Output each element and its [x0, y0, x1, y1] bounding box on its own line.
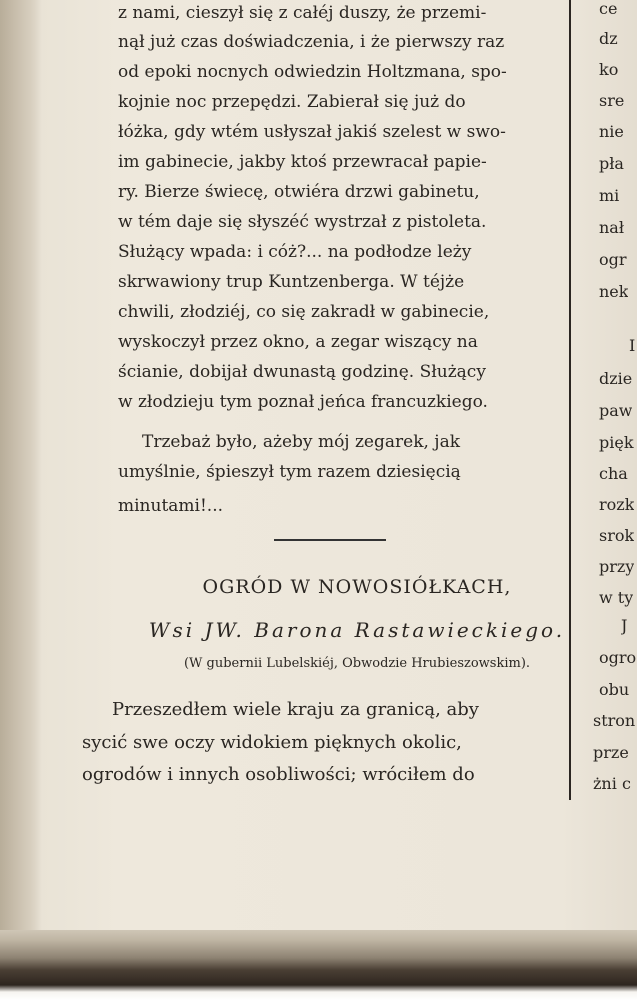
text-fragment: w ty — [599, 588, 634, 607]
text-fragment: żni c — [593, 774, 631, 793]
text-line: chwili, złodziéj, co się zakradł w gabinecie, — [118, 302, 490, 322]
text-fragment: nie — [599, 122, 624, 141]
text-fragment: sre — [599, 91, 625, 110]
text-line: umyślnie, śpieszył tym razem dziesięcią — [118, 462, 461, 482]
book-cover-edge — [0, 930, 637, 1000]
text-fragment: obu — [599, 680, 630, 699]
text-line: minutami!... — [118, 496, 224, 516]
text-line: sycić swe oczy widokiem pięknych okolic, — [82, 732, 462, 753]
text-fragment: J — [621, 616, 628, 635]
text-fragment: mi — [599, 186, 620, 205]
text-line: skrwawiony trup Kuntzenberga. W téjże — [118, 272, 465, 292]
text-fragment: nek — [599, 282, 629, 301]
text-fragment: ogr — [599, 250, 627, 269]
text-line: w złodzieju tym poznał jeńca francuzkiego. — [118, 392, 488, 412]
text-line: nął już czas doświadczenia, i że pierwszy raz — [118, 32, 505, 52]
book-spine-shadow — [0, 0, 42, 930]
text-line: od epoki nocnych odwiedzin Holtzmana, spo- — [118, 62, 507, 82]
text-fragment: srok — [599, 526, 635, 545]
text-fragment: cha — [599, 464, 628, 483]
text-fragment: paw — [599, 401, 633, 420]
section-divider — [274, 539, 386, 541]
right-text-column-cropped — [579, 0, 637, 800]
text-line: ry. Bierze świecę, otwiéra drzwi gabinetu, — [118, 182, 480, 202]
text-line: kojnie noc przepędzi. Zabierał się już do — [118, 92, 466, 112]
text-fragment: ce — [599, 0, 618, 18]
text-line: Przeszedłem wiele kraju za granicą, aby — [112, 699, 479, 720]
section-subtitle: Wsi JW. Barona Rastawieckiego. — [148, 618, 566, 642]
text-line: im gabinecie, jakby ktoś przewracał papie- — [118, 152, 487, 172]
text-fragment: nał — [599, 218, 625, 237]
text-line: Trzebaż było, ażeby mój zegarek, jak — [142, 432, 461, 452]
text-line: ścianie, dobijał dwunastą godzinę. Służący — [118, 362, 486, 382]
text-fragment: dzie — [599, 369, 633, 388]
text-line: łóżka, gdy wtém usłyszał jakiś szelest w swo- — [118, 122, 506, 142]
text-fragment: dz — [599, 29, 618, 48]
text-fragment: prze — [593, 743, 629, 762]
section-heading: OGRÓD W NOWOSIÓŁKACH, — [202, 576, 512, 598]
text-fragment: przy — [599, 557, 635, 576]
text-fragment: I — [629, 336, 636, 355]
text-line: ogrodów i innych osobliwości; wróciłem do — [82, 764, 475, 785]
text-fragment: stron — [593, 711, 636, 730]
text-fragment: ko — [599, 60, 619, 79]
text-line: Służący wpada: i cóż?... na podłodze leży — [118, 242, 472, 262]
section-note: (W gubernii Lubelskiéj, Obwodzie Hrubieszowskim). — [183, 656, 531, 671]
text-fragment: ogro — [599, 648, 637, 667]
text-line: w tém daje się słyszéć wystrzał z pistoleta. — [118, 212, 487, 232]
text-line: z nami, cieszył się z całéj duszy, że przemi- — [118, 3, 487, 23]
text-fragment: pła — [599, 154, 624, 173]
text-fragment: rozk — [599, 495, 635, 514]
text-line: wyskoczył przez okno, a zegar wiszący na — [118, 332, 478, 352]
text-fragment: pięk — [599, 433, 634, 452]
column-rule — [569, 0, 571, 800]
